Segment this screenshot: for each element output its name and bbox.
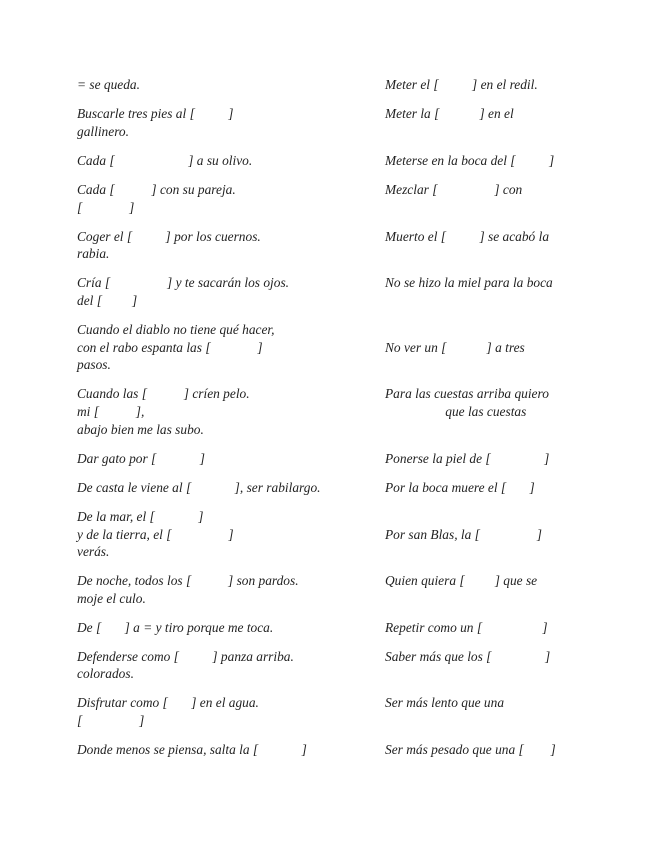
left-entry-line: De noche, todos los [ ] son pardos. bbox=[77, 573, 299, 588]
right-entry-line: Repetir como un [ ] bbox=[385, 620, 548, 635]
left-entry-line: y de la tierra, el [ ] bbox=[77, 527, 234, 542]
left-entry-line: = se queda. bbox=[77, 77, 140, 92]
left-entry-line: Cuando las [ ] críen pelo. bbox=[77, 386, 250, 401]
right-entry-line: Mezclar [ ] con bbox=[385, 182, 523, 197]
right-entry-line: Saber más que los [ ] bbox=[385, 649, 551, 664]
left-entry-line: colorados. bbox=[77, 666, 134, 681]
left-entry-line: moje el culo. bbox=[77, 591, 146, 606]
right-entry-line: Por la boca muere el [ ] bbox=[385, 480, 535, 495]
right-entry-line: Ser más lento que una bbox=[385, 695, 505, 710]
right-entry-line: Ponerse la piel de [ ] bbox=[385, 451, 550, 466]
right-entry-line: Meterse en la boca del [ ] bbox=[385, 153, 555, 168]
right-entry-line: No se hizo la miel para la boca bbox=[385, 275, 553, 290]
left-entry-line: De casta le viene al [ ], ser rabilargo. bbox=[77, 480, 321, 495]
left-entry-line: Cada [ ] con su pareja. bbox=[77, 182, 236, 197]
right-entry-line: Ser más pesado que una [ ] bbox=[385, 742, 556, 757]
left-entry-line: abajo bien me las subo. bbox=[77, 422, 204, 437]
right-entry-line: No ver un [ ] a tres bbox=[385, 340, 525, 355]
left-entry-line: De la mar, el [ ] bbox=[77, 509, 204, 524]
left-entry-line: [ ] bbox=[77, 713, 145, 728]
left-entry-line: pasos. bbox=[77, 357, 111, 372]
left-entry-line: mi [ ], bbox=[77, 404, 145, 419]
left-entry-line: verás. bbox=[77, 544, 110, 559]
left-entry-line: [ ] bbox=[77, 200, 135, 215]
right-entry-line: Meter la [ ] en el bbox=[385, 106, 514, 121]
right-entry-line: que las cuestas bbox=[385, 404, 527, 419]
left-entry-line: Donde menos se piensa, salta la [ ] bbox=[77, 742, 307, 757]
left-entry-line: del [ ] bbox=[77, 293, 138, 308]
right-entry-line: Muerto el [ ] se acabó la bbox=[385, 229, 550, 244]
left-entry-line: rabia. bbox=[77, 246, 110, 261]
left-entry-line: Defenderse como [ ] panza arriba. bbox=[77, 649, 294, 664]
left-entry-line: Disfrutar como [ ] en el agua. bbox=[77, 695, 259, 710]
left-entry-line: con el rabo espanta las [ ] bbox=[77, 340, 263, 355]
left-entry-line: Dar gato por [ ] bbox=[77, 451, 205, 466]
left-entry-line: Buscarle tres pies al [ ] bbox=[77, 106, 234, 121]
right-entry-line: Quien quiera [ ] que se bbox=[385, 573, 538, 588]
left-entry-line: gallinero. bbox=[77, 124, 129, 139]
right-entry-line: Para las cuestas arriba quiero bbox=[385, 386, 549, 401]
left-entry-line: Cría [ ] y te sacarán los ojos. bbox=[77, 275, 290, 290]
left-entry-line: Cuando el diablo no tiene qué hacer, bbox=[77, 322, 275, 337]
right-entry-line: Por san Blas, la [ ] bbox=[385, 527, 542, 542]
right-entry-line: Meter el [ ] en el redil. bbox=[385, 77, 538, 92]
left-entry-line: De [ ] a = y tiro porque me toca. bbox=[77, 620, 274, 635]
left-entry-line: Coger el [ ] por los cuernos. bbox=[77, 229, 261, 244]
left-entry-line: Cada [ ] a su olivo. bbox=[77, 153, 253, 168]
